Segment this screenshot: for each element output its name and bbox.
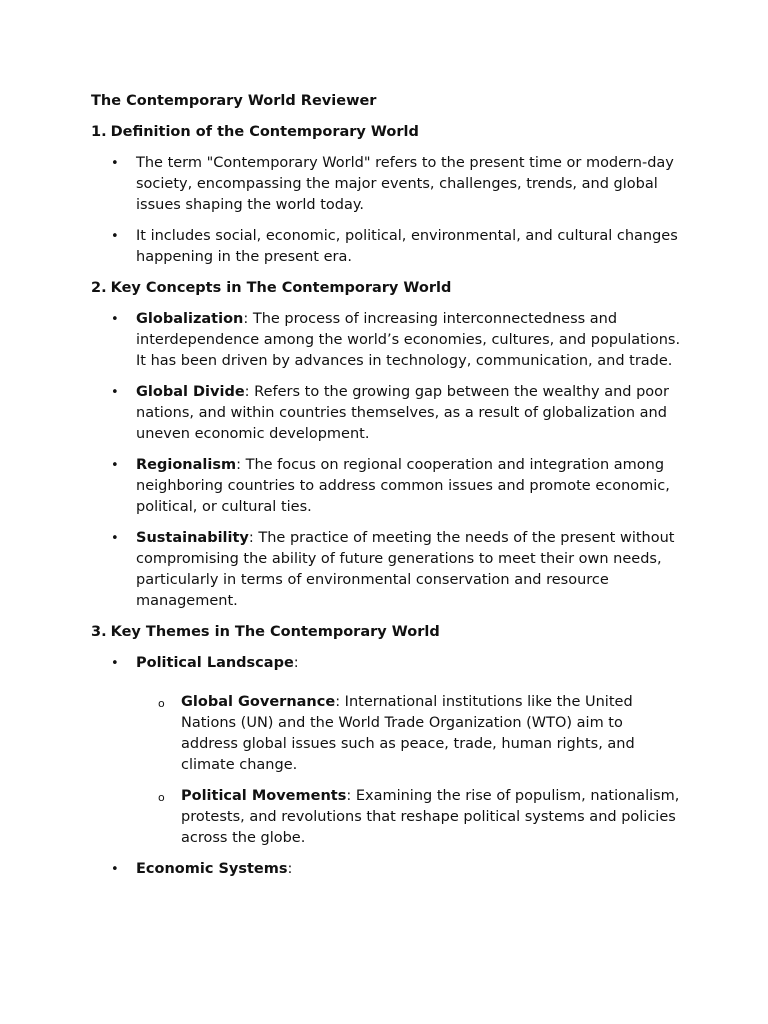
item-term: Sustainability	[136, 530, 249, 546]
item-term: Global Divide	[136, 384, 245, 400]
item-term: Political Movements	[181, 788, 347, 804]
item-text: : International institutions like the United Nations (UN) and the World Trade Organization (WTO) aim to address global issues such as peace, trade, human rights, and climate change.	[181, 694, 635, 773]
item-term: Regionalism	[136, 457, 237, 473]
item-term: Economic Systems	[136, 861, 288, 877]
list-item	[91, 153, 681, 216]
section-title: Definition of the Contemporary World	[110, 124, 419, 140]
bullet-list-key-themes	[91, 653, 681, 880]
list-item	[91, 309, 681, 372]
item-text: : The practice of meeting the needs of the present without compromising the ability of future generations to meet their own needs, particularly in terms of environmental conservation and resource management.	[136, 530, 675, 609]
bullet-icon: •	[111, 312, 119, 327]
list-item	[91, 528, 681, 612]
section-heading-3	[91, 622, 681, 643]
bullet-icon: •	[111, 458, 119, 473]
list-item	[91, 653, 681, 849]
bullet-icon: •	[111, 229, 119, 244]
bullet-icon: •	[111, 862, 119, 877]
document-page	[91, 91, 681, 880]
item-text: : The focus on regional cooperation and integration among neighboring countries to address common issues and promote economic, political, or cultural ties.	[136, 457, 670, 515]
section-title: Key Concepts in The Contemporary World	[110, 280, 452, 296]
section-number: 3.	[91, 624, 107, 640]
section-number: 2.	[91, 280, 107, 296]
item-text: The term "Contemporary World" refers to the present time or modern-day society, encompassing the major events, challenges, trends, and global issues shaping the world today.	[136, 155, 674, 213]
bullet-icon: •	[111, 531, 119, 546]
list-item	[91, 455, 681, 518]
list-item	[91, 382, 681, 445]
list-item	[91, 859, 681, 880]
bullet-icon: •	[111, 656, 119, 671]
item-text: :	[293, 655, 299, 671]
document-title: The Contemporary World Reviewer	[91, 93, 377, 109]
sub-list-item	[136, 692, 681, 776]
circle-bullet-icon: o	[158, 697, 165, 710]
section-heading-2	[91, 278, 681, 299]
section-heading-1	[91, 122, 681, 143]
item-text: : The process of increasing interconnectedness and interdependence among the world’s economies, cultures, and populations. It has been driven by advances in technology, communication, and trade.	[136, 311, 681, 369]
circle-bullet-icon: o	[158, 791, 165, 804]
section-number: 1.	[91, 124, 107, 140]
list-item	[91, 226, 681, 268]
item-term: Political Landscape	[136, 655, 294, 671]
section-title: Key Themes in The Contemporary World	[110, 624, 440, 640]
bullet-icon: •	[111, 385, 119, 400]
bullet-list-key-concepts	[91, 309, 681, 612]
item-text: : Refers to the growing gap between the wealthy and poor nations, and within countries themselves, as a result of globalization and uneven economic development.	[136, 384, 670, 442]
sub-list-item	[136, 786, 681, 849]
item-term: Globalization	[136, 311, 244, 327]
item-text: :	[287, 861, 293, 877]
item-text: : Examining the rise of populism, nationalism, protests, and revolutions that reshape political systems and policies across the globe.	[181, 788, 680, 846]
item-term: Global Governance	[181, 694, 336, 710]
item-text: It includes social, economic, political, environmental, and cultural changes happening in the present era.	[136, 228, 678, 265]
bullet-icon: •	[111, 156, 119, 171]
sub-list-political-landscape	[136, 692, 681, 849]
bullet-list-definition	[91, 153, 681, 268]
